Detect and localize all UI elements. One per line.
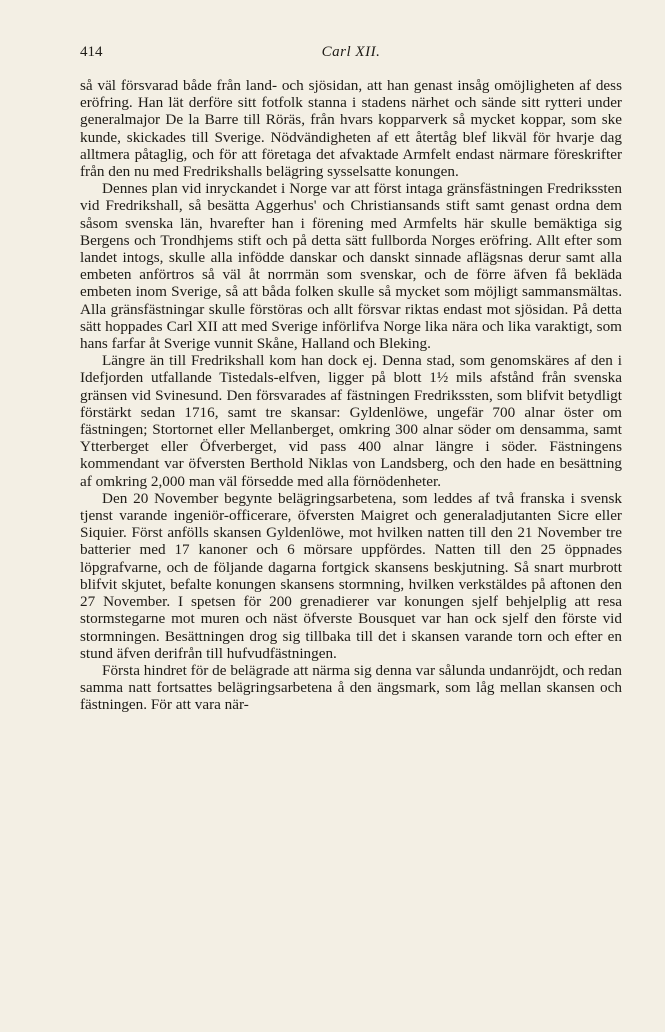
page-header	[80, 44, 622, 66]
paragraph-2: Dennes plan vid inryckandet i Norge var att först intaga gränsfästningen Fredrikssten vid Fredrikshall, så besätta Aggerhus' och Christiansands stift samt genast ordna dem såsom svenska län, hvarefter han i förening med Armfelts här skulle bemäktiga sig Bergens och Trondhjems stift och på detta sätt fullborda Norges eröfring. Allt efter som landet intogs, skulle alla infödde danskar och danskt sinnade aflägsnas derur samt alla embeten anförtros så väl åt norrmän som svenskar, och de förre äfven få bekläda embeten inom Sverige, så att båda folken skulle så mycket som möjligt sammansmältas. Alla gränsfästningar skulle förstöras och allt försvar riktas endast mot sjösidan. På detta sätt hoppades Carl XII att med Sverige införlifva Norge lika nära och lika varaktigt, som hans farfar åt Sverige vunnit Skåne, Halland och Bleking.	[80, 180, 622, 353]
running-title: Carl XII.	[321, 44, 381, 60]
paragraph-4: Den 20 November begynte belägringsarbetena, som leddes af två franska i svensk tjenst varande ingeniör-officerare, öfversten Maigret och generaladjutanten Sicre eller Siquier. Först anfölls skansen Gyldenlöwe, mot hvilken natten till den 21 November tre batterier med 17 kanoner och 6 mörsare uppfördes. Natten till den 25 öppnades löpgrafvarne, och de följande dagarna fortgick skansens beskjutning. Så snart murbrott blifvit skjutet, befalte konungen skansens stormning, hvilken verkstäldes på aftonen den 27 November. I spetsen för 200 grenadierer var konungen sjelf behjelplig att resa stormstegarne mot muren och näst öfverste Bousquet var han ock sjelf den förste vid stormningen. Besättningen drog sig tillbaka till det i skansen varande torn och efter en stund äfven derifrån till hufvudfästningen.	[80, 489, 622, 662]
paragraph-5: Första hindret för de belägrade att närma sig denna var sålunda undanröjdt, och redan samma natt fortsattes belägringsarbetena å den ängsmark, som låg mellan skansen och fästningen. För att vara när-	[80, 661, 622, 714]
body-text	[80, 77, 622, 714]
paragraph-3: Längre än till Fredrikshall kom han dock ej. Denna stad, som genomskäres af den i Idefjorden utfallande Tistedals-elfven, ligger på blott 1½ mils afstånd från svenska gränsen vid Svinesund. Den försvarades af fästningen Fredrikssten, som blifvit betydligt förstärkt sedan 1716, samt tre skansar: Gyldenlöwe, ungefär 700 alnar öster om fästningen; Stortornet eller Mellanberget, omkring 300 alnar söder om densamma, samt Ytterberget eller Öfverberget, vid pass 400 alnar längre i söder. Fästningens kommendant var öfversten Berthold Niklas von Landsberg, och den hade en besättning af omkring 2,000 man väl försedde med alla förnödenheter.	[80, 352, 622, 490]
paragraph-1: så väl försvarad både från land- och sjösidan, att han genast insåg omöjligheten af dess eröfring. Han lät derföre sitt fotfolk stanna i stadens närhet och sände sitt rytteri under generalmajor De la Barre till Röräs, från hvars kopparverk så mycket koppar, som ske kunde, skickades till Sverige. Nödvändigheten af ett återtåg blef likväl för hvarje dag alltmera påtaglig, och för att företaga det afvaktade Armfelt endast närmare föreskrifter från den nu med Fredrikshalls belägring sysselsatte konungen.	[80, 77, 622, 181]
page-number: 414	[80, 44, 103, 60]
